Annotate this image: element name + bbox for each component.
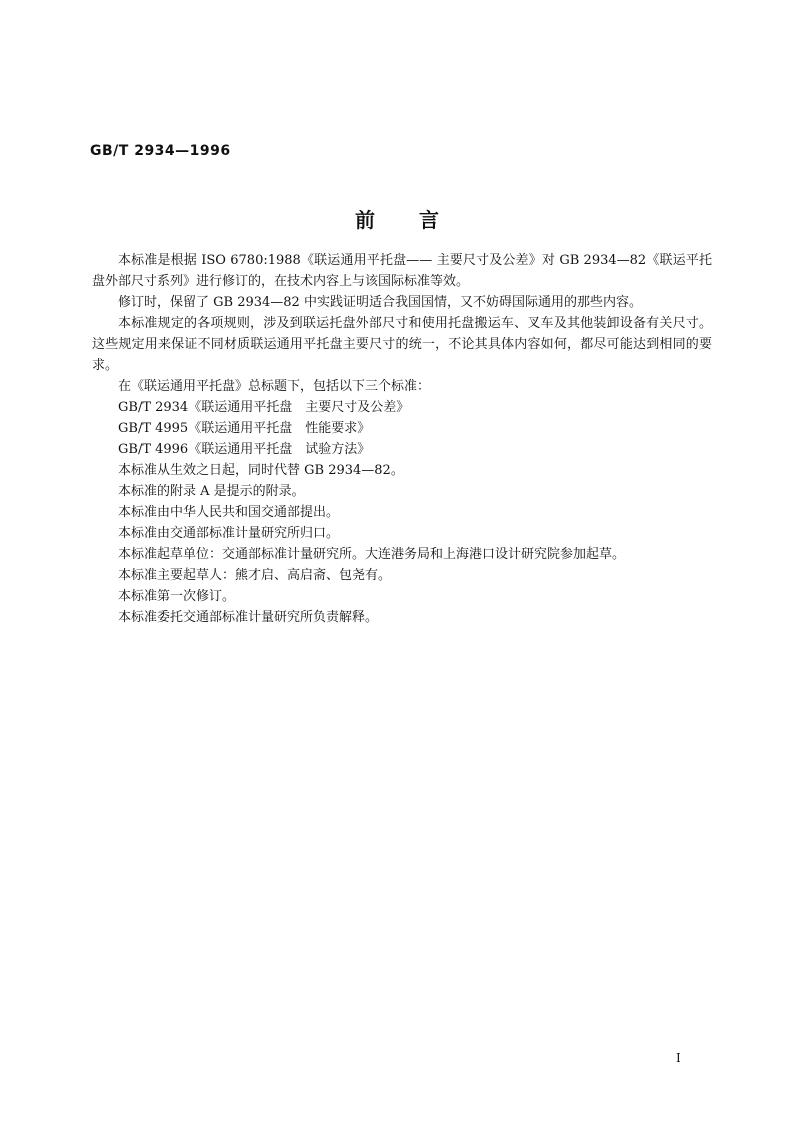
paragraph-administrator: 本标准由交通部标准计量研究所归口。: [118, 526, 340, 541]
preface-body: [92, 250, 712, 628]
list-item-standard-4996: GB/T 4996《联运通用平托盘 试验方法》: [118, 442, 371, 457]
paragraph-drafters: 本标准主要起草人：熊才启、高启斋、包尧有。: [118, 568, 392, 583]
paragraph-first-revision: 本标准第一次修订。: [118, 589, 236, 604]
paragraph-interpretation: 本标准委托交通部标准计量研究所负责解释。: [118, 610, 379, 625]
paragraph-series-intro: 在《联运通用平托盘》总标题下，包括以下三个标准：: [118, 379, 431, 394]
page-number: I: [676, 1051, 681, 1065]
paragraph-scope: 本标准规定的各项规则，涉及到联运托盘外部尺寸和使用托盘搬运车、叉车及其他装卸设备有关尺寸。这些规定用来保证不同材质联运通用平托盘主要尺寸的统一，不论其具体内容如何，都尽可能达到相同的要求。: [92, 316, 712, 373]
standard-code-header: GB/T 2934—1996: [90, 143, 231, 159]
page-title: 前言: [355, 208, 483, 232]
paragraph-proposer: 本标准由中华人民共和国交通部提出。: [118, 505, 340, 520]
list-item-standard-4995: GB/T 4995《联运通用平托盘 性能要求》: [118, 421, 371, 436]
paragraph-basis: 本标准是根据 ISO 6780:1988《联运通用平托盘—— 主要尺寸及公差》对 GB 2934—82《联运平托盘外部尺寸系列》进行修订的，在技术内容上与该国际标准等效。: [92, 253, 712, 289]
paragraph-effective: 本标准从生效之日起，同时代替 GB 2934—82。: [118, 463, 404, 478]
list-item-standard-2934: GB/T 2934《联运通用平托盘 主要尺寸及公差》: [118, 400, 410, 415]
paragraph-appendix: 本标准的附录 A 是提示的附录。: [118, 484, 305, 499]
paragraph-drafting-units: 本标准起草单位：交通部标准计量研究所。大连港务局和上海港口设计研究院参加起草。: [118, 547, 626, 562]
paragraph-revision: 修订时，保留了 GB 2934—82 中实践证明适合我国国情，又不妨碍国际通用的那些内容。: [118, 295, 642, 310]
